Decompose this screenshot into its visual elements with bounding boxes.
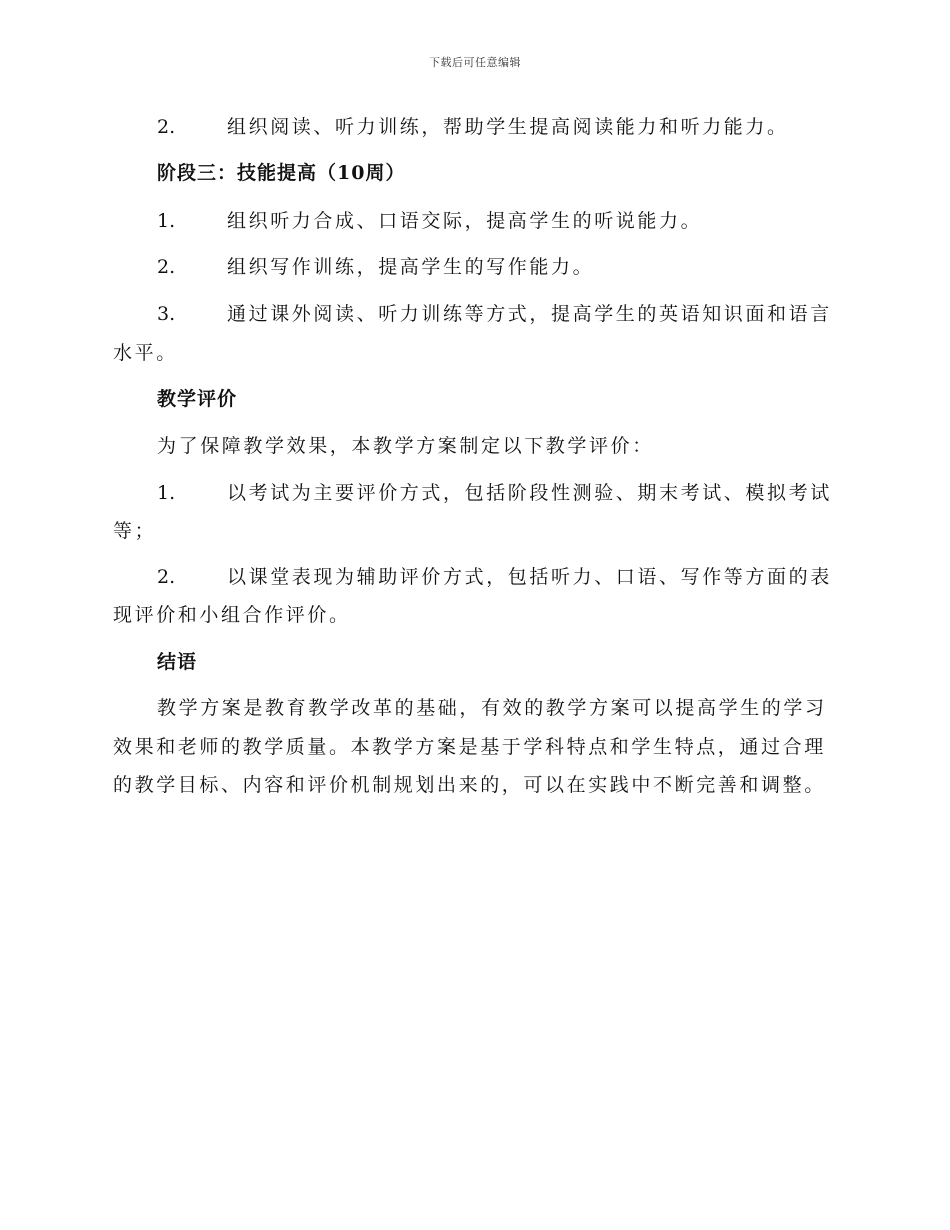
list-text-continuation: 等； <box>113 520 157 542</box>
list-item <box>157 114 789 140</box>
list-number: 1. <box>157 482 176 504</box>
paragraph-line: 效果和老师的教学质量。本教学方案是基于学科特点和学生特点，通过合理 <box>113 736 826 758</box>
list-text-continuation: 现评价和小组合作评价。 <box>113 604 351 626</box>
list-text: 以课堂表现为辅助评价方式，包括听力、口语、写作等方面的表 <box>227 566 832 588</box>
list-text: 组织写作训练，提高学生的写作能力。 <box>227 256 595 278</box>
list-item <box>157 254 594 280</box>
list-number: 2. <box>157 566 176 588</box>
paragraph-line: 的教学目标、内容和评价机制规划出来的，可以在实践中不断完善和调整。 <box>113 774 826 796</box>
list-number: 2. <box>157 256 176 278</box>
list-number: 2. <box>157 116 176 138</box>
list-item <box>157 208 702 234</box>
list-text: 组织听力合成、口语交际，提高学生的听说能力。 <box>227 210 703 232</box>
list-text: 通过课外阅读、听力训练等方式，提高学生的英语知识面和语言 <box>227 303 832 325</box>
section-heading-stage3: 阶段三：技能提高（10周） <box>157 162 406 184</box>
page-header: 下载后可任意编辑 <box>429 56 521 69</box>
section-heading-evaluation: 教学评价 <box>157 388 238 410</box>
list-item <box>157 564 832 590</box>
list-item <box>157 301 832 327</box>
list-number: 1. <box>157 210 176 232</box>
section-heading-conclusion: 结语 <box>157 651 198 673</box>
paragraph: 为了保障教学效果，本教学方案制定以下教学评价： <box>157 435 654 457</box>
list-number: 3. <box>157 303 176 325</box>
list-item <box>157 480 832 506</box>
list-text-continuation: 水平。 <box>113 342 178 364</box>
paragraph-line: 教学方案是教育教学改革的基础，有效的教学方案可以提高学生的学习 <box>157 697 827 719</box>
list-text: 以考试为主要评价方式，包括阶段性测验、期末考试、模拟考试 <box>227 482 832 504</box>
list-text: 组织阅读、听力训练，帮助学生提高阅读能力和听力能力。 <box>227 116 789 138</box>
